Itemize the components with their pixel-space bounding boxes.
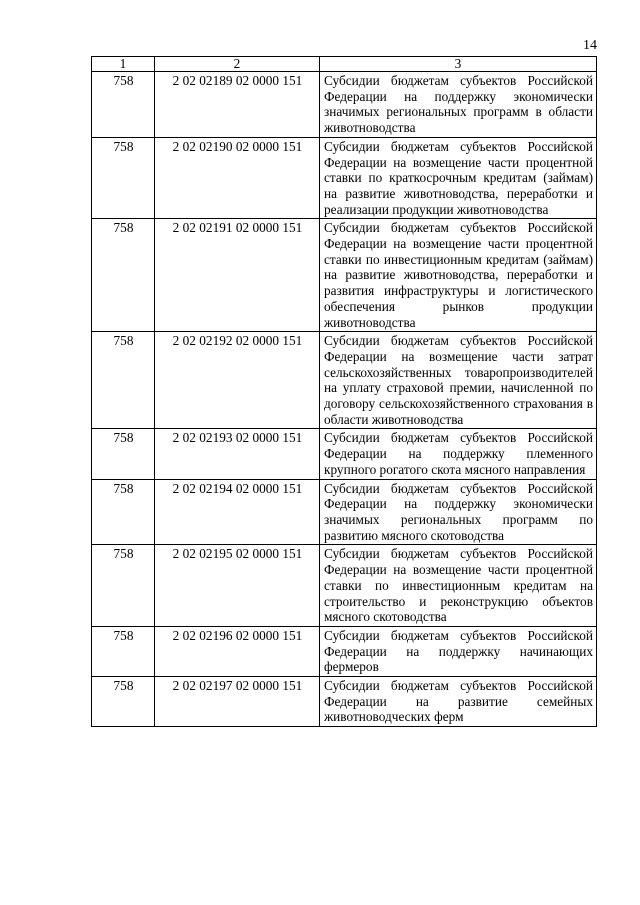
admin-code-cell: 758 (92, 545, 155, 627)
budget-code-cell: 2 02 02192 02 0000 151 (155, 332, 320, 429)
table-row (92, 137, 597, 219)
table-row (92, 545, 597, 627)
column-header-3: 3 (320, 57, 597, 72)
budget-code-cell: 2 02 02195 02 0000 151 (155, 545, 320, 627)
income-name-cell: Субсидии бюджетам субъектов Российской Федерации на поддержку экономически значимых региональных программ по развитию мясного скотоводства (320, 479, 597, 545)
table-row (92, 626, 597, 676)
budget-code-cell: 2 02 02193 02 0000 151 (155, 429, 320, 479)
income-name-cell: Субсидии бюджетам субъектов Российской Федерации на возмещение части затрат сельскохозяйственных товаропроизводителей на уплату страховой премии, начисленной по договору сельскохозяйственного страхования в области животноводства (320, 332, 597, 429)
table-row (92, 429, 597, 479)
income-name-cell: Субсидии бюджетам субъектов Российской Федерации на возмещение части процентной ставки по инвестиционным кредитам на строительство и реконструкцию объектов мясного скотоводства (320, 545, 597, 627)
admin-code-cell: 758 (92, 479, 155, 545)
admin-code-cell: 758 (92, 429, 155, 479)
budget-code-cell: 2 02 02194 02 0000 151 (155, 479, 320, 545)
admin-code-cell: 758 (92, 137, 155, 219)
table-row (92, 219, 597, 332)
budget-code-cell: 2 02 02196 02 0000 151 (155, 626, 320, 676)
budget-code-cell: 2 02 02197 02 0000 151 (155, 677, 320, 727)
page-number: 14 (583, 38, 597, 53)
income-name-cell: Субсидии бюджетам субъектов Российской Федерации на возмещение части процентной ставки по инвестиционным кредитам (займам) на развитие животноводства, переработки и развития инфраструктуры и логистического обеспечения рынков продукции животноводства (320, 219, 597, 332)
column-header-2: 2 (155, 57, 320, 72)
column-header-1: 1 (92, 57, 155, 72)
budget-code-cell: 2 02 02190 02 0000 151 (155, 137, 320, 219)
table-row (92, 72, 597, 138)
table-row (92, 677, 597, 727)
admin-code-cell: 758 (92, 332, 155, 429)
budget-classification-table (91, 56, 597, 727)
admin-code-cell: 758 (92, 677, 155, 727)
admin-code-cell: 758 (92, 72, 155, 138)
table-header-row (92, 57, 597, 72)
table-row (92, 332, 597, 429)
budget-code-cell: 2 02 02191 02 0000 151 (155, 219, 320, 332)
table-row (92, 479, 597, 545)
income-name-cell: Субсидии бюджетам субъектов Российской Федерации на поддержку племенного крупного рогатого скота мясного направления (320, 429, 597, 479)
income-name-cell: Субсидии бюджетам субъектов Российской Федерации на возмещение части процентной ставки по краткосрочным кредитам (займам) на развитие животноводства, переработки и реализации продукции животноводства (320, 137, 597, 219)
income-name-cell: Субсидии бюджетам субъектов Российской Федерации на поддержку начинающих фермеров (320, 626, 597, 676)
budget-code-cell: 2 02 02189 02 0000 151 (155, 72, 320, 138)
income-name-cell: Субсидии бюджетам субъектов Российской Федерации на развитие семейных животноводческих ферм (320, 677, 597, 727)
admin-code-cell: 758 (92, 219, 155, 332)
admin-code-cell: 758 (92, 626, 155, 676)
income-name-cell: Субсидии бюджетам субъектов Российской Федерации на поддержку экономически значимых региональных программ в области животноводства (320, 72, 597, 138)
